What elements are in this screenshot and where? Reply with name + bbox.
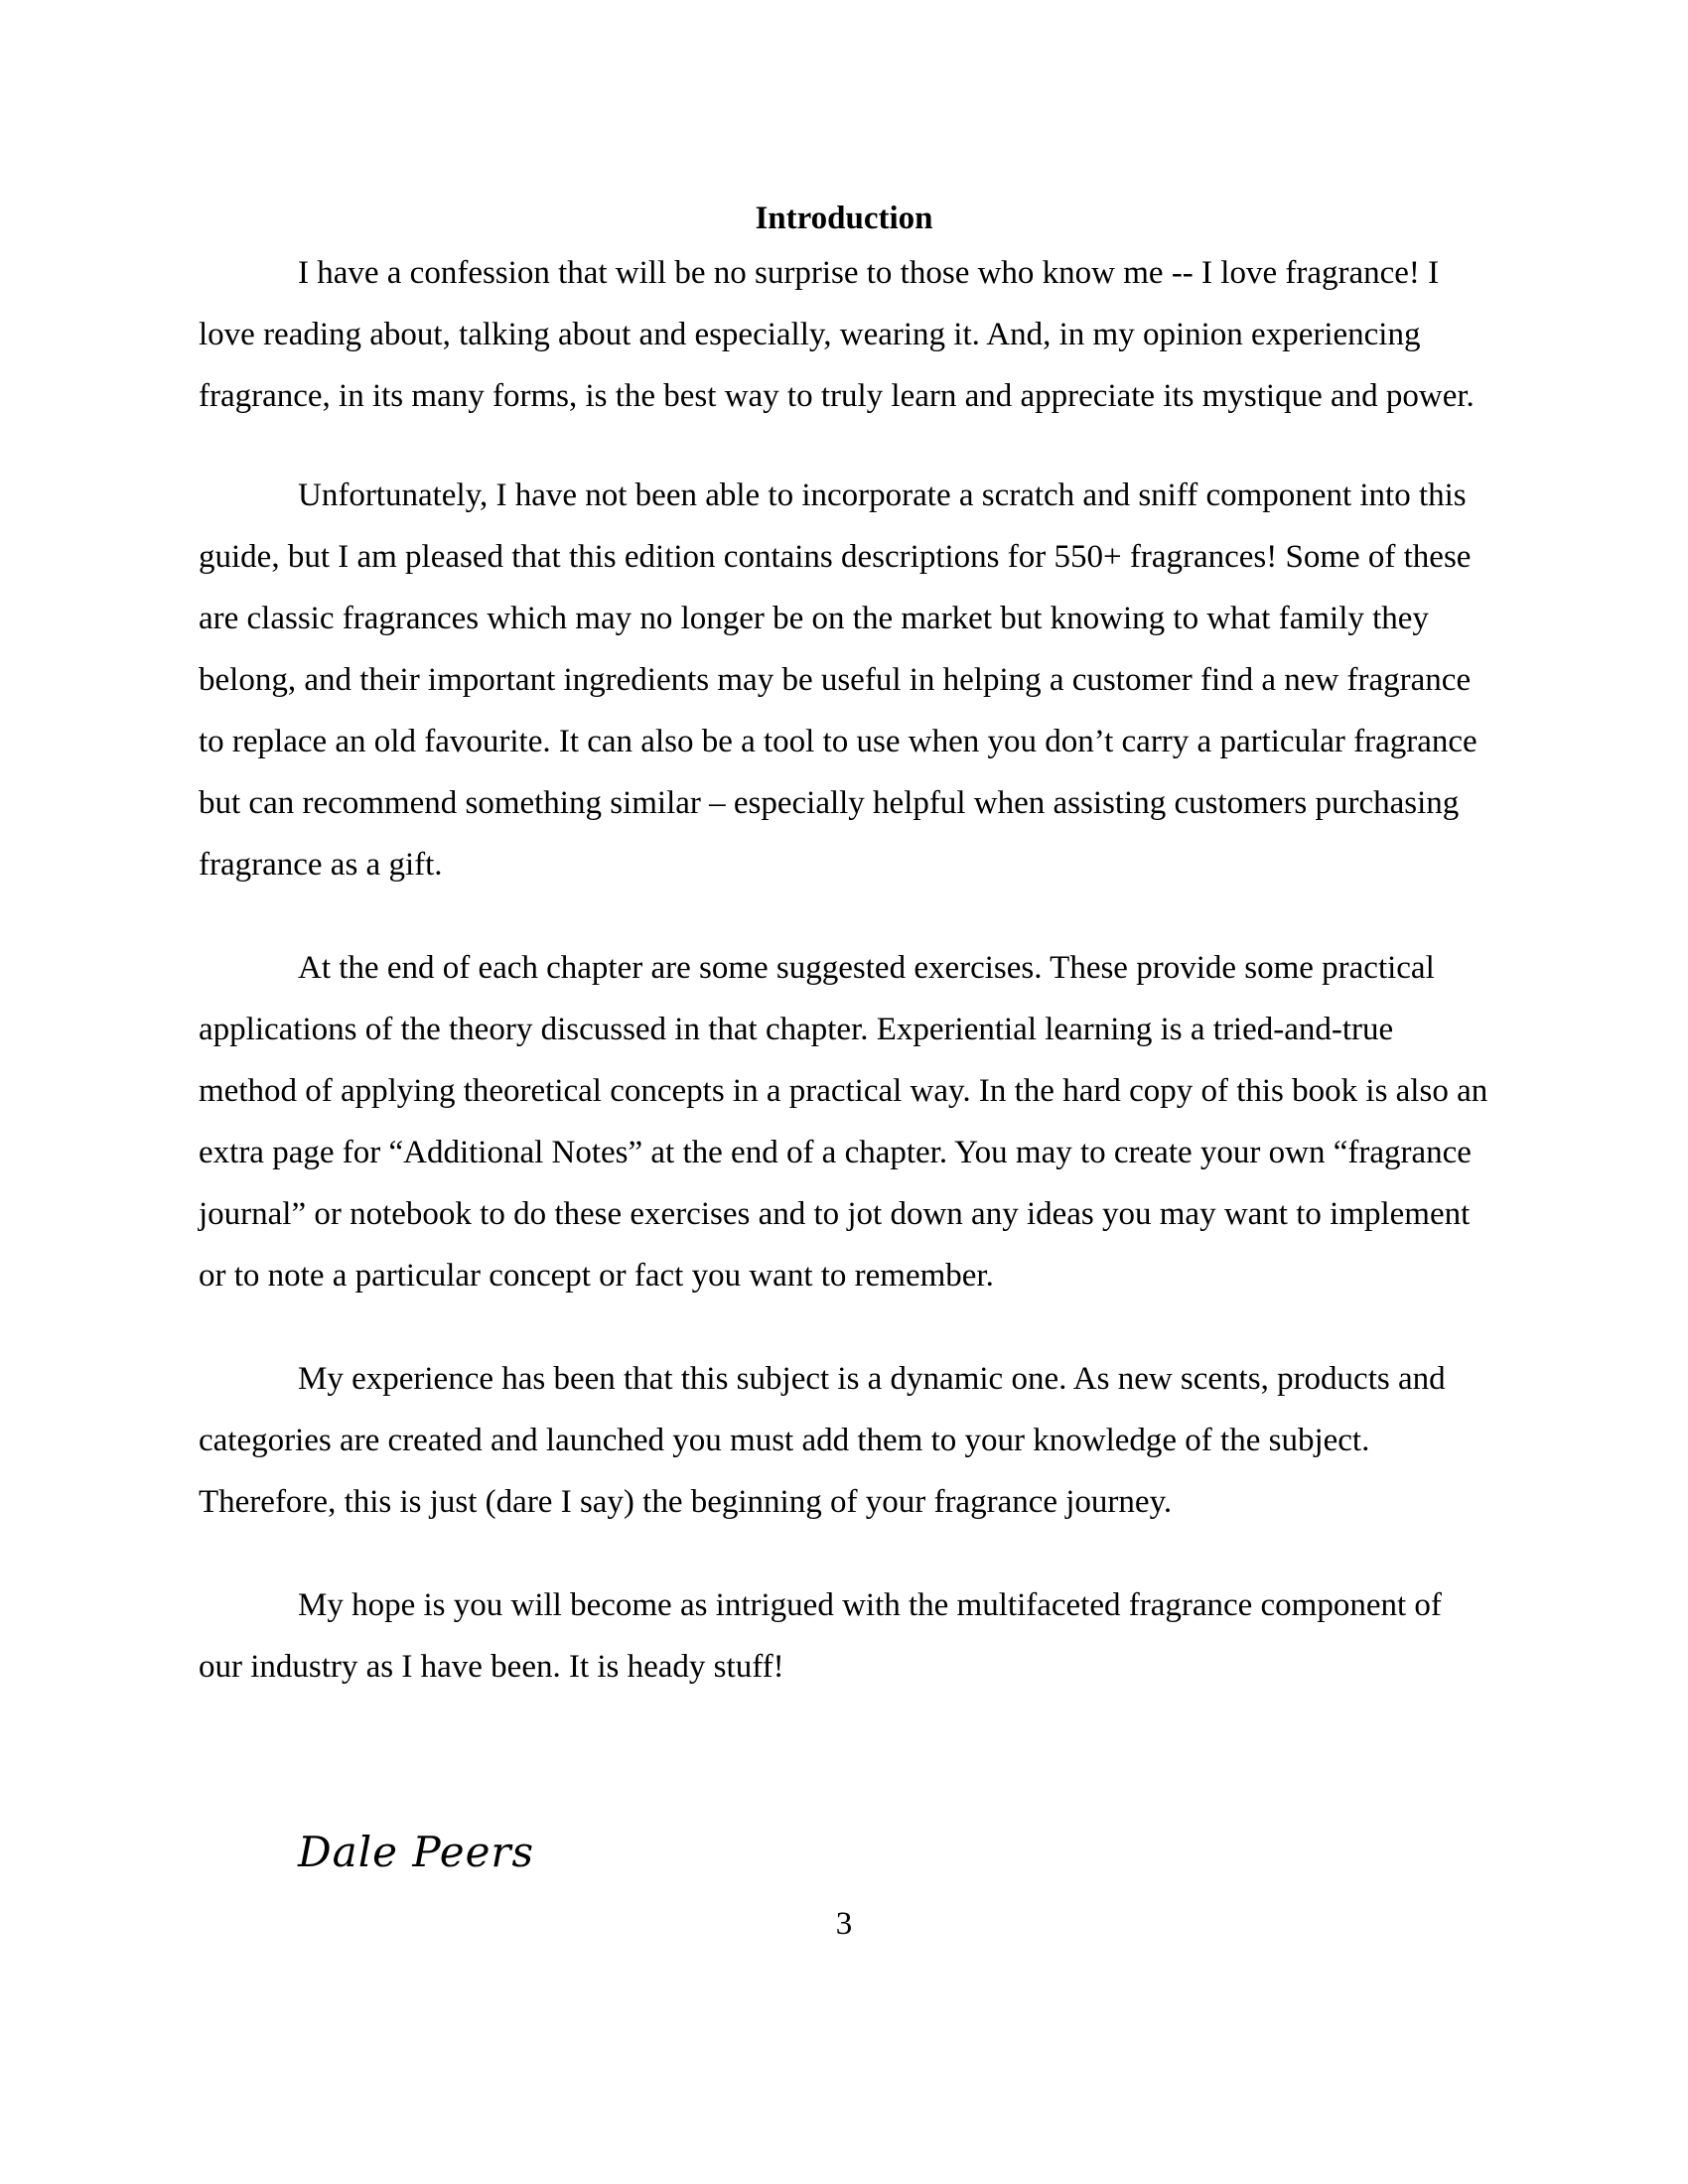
paragraph-2: Unfortunately, I have not been able to incorporate a scratch and sniff component into this guide, but I am pleased that this edition contains descriptions for 550+ fragrances! Some of these are classic fragrances which may no longer be on the market but knowing to what family they belong, and their important ingredients may be useful in helping a customer find a new fragrance to replace an old favourite. It can also be a tool to use when you don’t carry a particular fragrance but can recommend something similar – especially helpful when assisting customers purchasing fragrance as a gift. <box>199 478 1477 883</box>
page-title: Introduction <box>755 201 933 236</box>
paragraph-1: I have a confession that will be no surprise to those who know me -- I love fragrance! I love reading about, talking about and especially, wearing it. And, in my opinion experiencing fragrance, in its many forms, is the best way to truly learn and appreciate its mystique and power. <box>199 255 1475 414</box>
author-signature: Dale Peers <box>298 1828 535 1876</box>
body-text <box>199 242 1489 1739</box>
page-number: 3 <box>835 1906 853 1942</box>
paragraph-5: My hope is you will become as intrigued with the multifaceted fragrance component of our industry as I have been. It is heady stuff! <box>199 1587 1442 1685</box>
paragraph-3: At the end of each chapter are some suggested exercises. These provide some practical applications of the theory discussed in that chapter. Experiential learning is a tried-and-true method of applying theoretical concepts in a practical way. In the hard copy of this book is also an extra page for “Additional Notes” at the end of a chapter. You may to create your own “fragrance journal” or notebook to do these exercises and to jot down any ideas you may want to implement or to note a particular concept or fact you want to remember. <box>199 950 1488 1294</box>
paragraph-4: My experience has been that this subject is a dynamic one. As new scents, products and categories are created and launched you must add them to your knowledge of the subject. Therefore, this is just (dare I say) the beginning of your fragrance journey. <box>199 1361 1446 1520</box>
